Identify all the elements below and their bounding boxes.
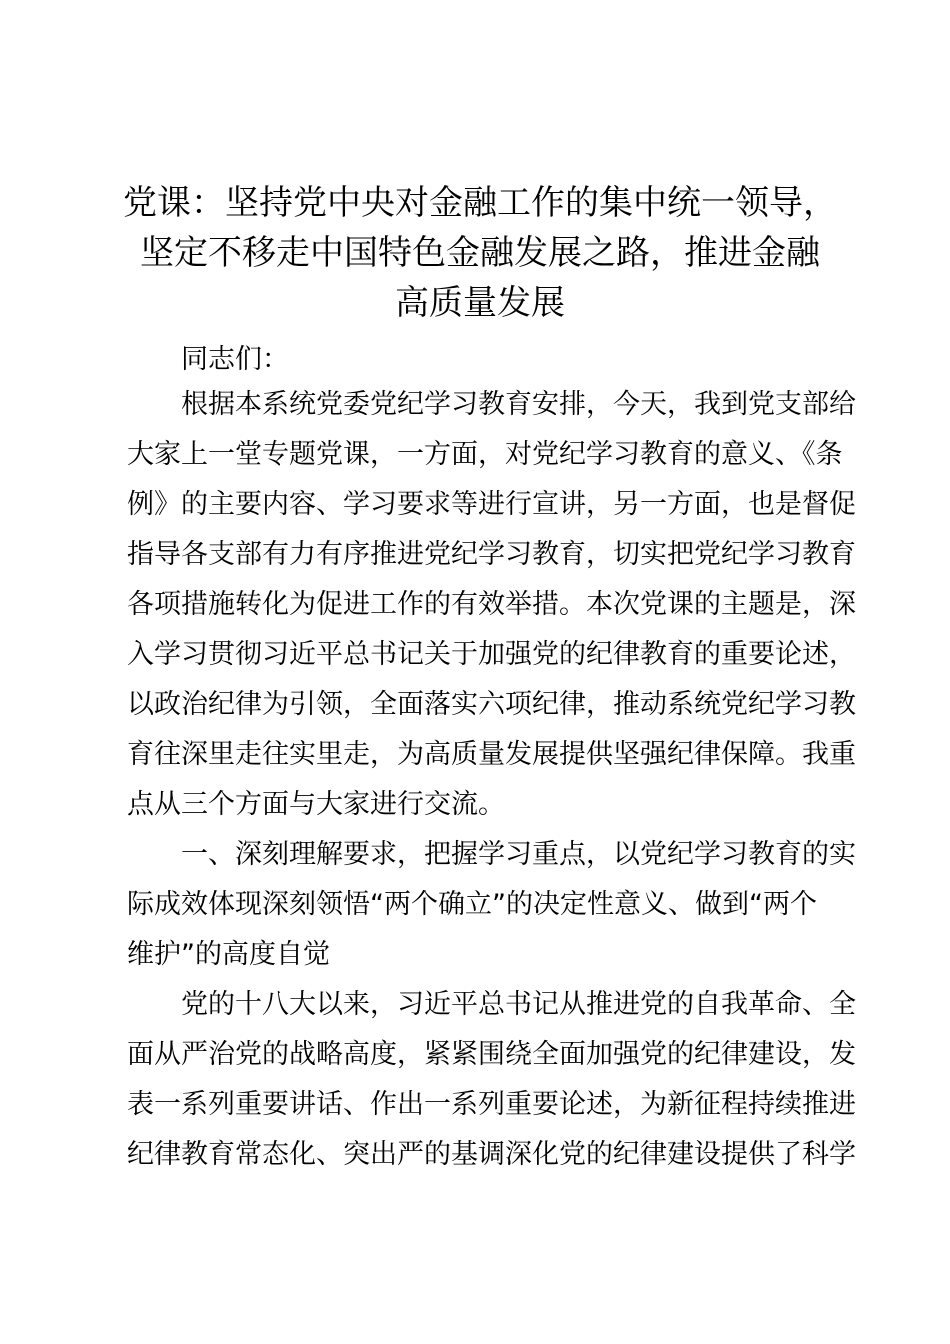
paragraph-line: 大家上一堂专题党课，一方面，对党纪学习教育的意义、《条 (127, 439, 843, 470)
paragraph-line: 以政治纪律为引领，全面落实六项纪律，推动系统党纪学习教 (127, 689, 856, 720)
paragraph-line: 育往深里走往实里走，为高质量发展提供坚强纪律保障。我重 (127, 739, 856, 770)
paragraph-line: 指导各支部有力有序推进党纪学习教育，切实把党纪学习教育 (127, 539, 856, 570)
title-line: 坚定不移走中国特色金融发展之路，推进金融 (140, 233, 820, 273)
title-line: 高质量发展 (395, 283, 565, 323)
document-title (100, 178, 860, 328)
paragraph-intro (127, 380, 856, 830)
paragraph-line: 点从三个方面与大家进行交流。 (127, 789, 505, 820)
paragraph-line: 根据本系统党委党纪学习教育安排，今天，我到党支部给 (181, 389, 856, 420)
paragraph-line: 纪律教育常态化、突出严的基调深化党的纪律建设提供了科学 (127, 1139, 856, 1170)
paragraph-line: 例》的主要内容、学习要求等进行宣讲，另一方面，也是督促 (127, 489, 856, 520)
heading-line: 际成效体现深刻领悟“两个确立”的决定性意义、做到“两个 (127, 889, 817, 920)
paragraph-line: 面从严治党的战略高度，紧紧围绕全面加强党的纪律建设，发 (127, 1039, 856, 1070)
greeting (127, 335, 837, 385)
heading-line: 维护”的高度自觉 (127, 939, 330, 970)
greeting-text: 同志们： (181, 344, 289, 375)
paragraph-line: 表一系列重要讲话、作出一系列重要论述，为新征程持续推进 (127, 1089, 856, 1120)
paragraph-section-1 (127, 980, 856, 1180)
paragraph-line: 各项措施转化为促进工作的有效举措。本次党课的主题是，深 (127, 589, 856, 620)
paragraph-line: 入学习贯彻习近平总书记关于加强党的纪律教育的重要论述， (127, 639, 856, 670)
section-heading-1 (127, 830, 856, 980)
title-line: 党课：坚持党中央对金融工作的集中统一领导， (123, 183, 837, 223)
paragraph-line: 党的十八大以来，习近平总书记从推进党的自我革命、全 (181, 989, 856, 1020)
heading-line: 一、深刻理解要求，把握学习重点，以党纪学习教育的实 (181, 839, 856, 870)
